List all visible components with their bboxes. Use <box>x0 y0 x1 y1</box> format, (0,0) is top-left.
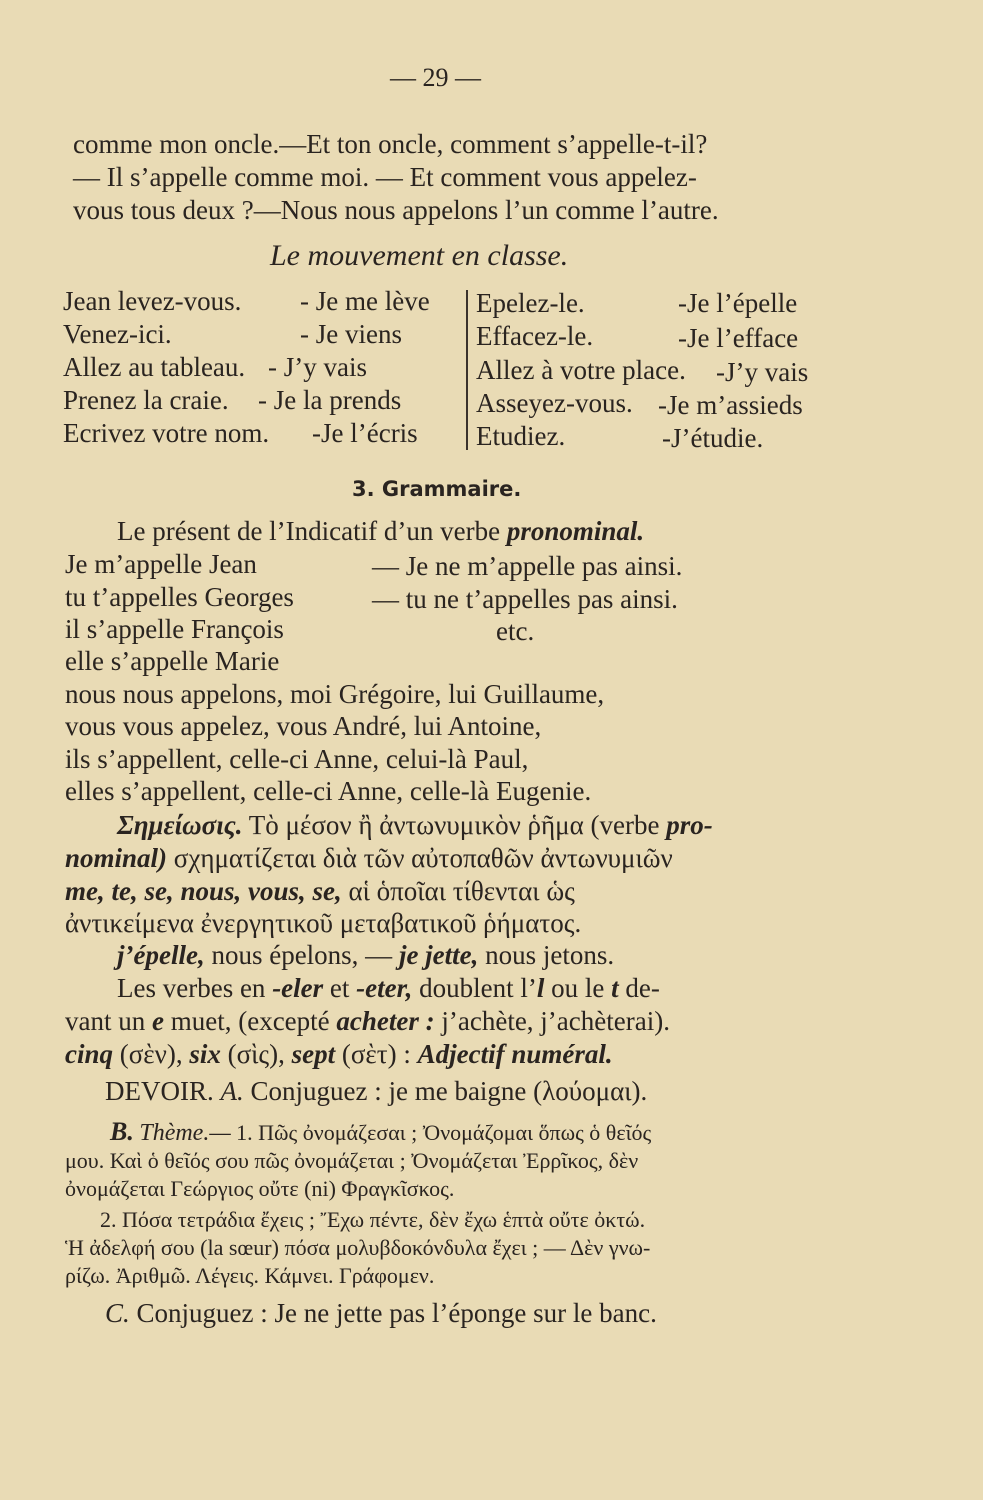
plural-line-2: vous vous appelez, vous André, lui Antoine, <box>65 711 542 741</box>
letter-e: e <box>152 1006 164 1036</box>
right-resp-3: -J’y vais <box>716 357 809 387</box>
devoir-c-line <box>105 1297 657 1329</box>
left-cmd-3: Allez au tableau. <box>63 352 246 382</box>
num-cinq: cinq <box>65 1039 114 1069</box>
theme-line-3: ὀνομάζεται Γεώργιος οὔτε (ni) Φραγκῖσκος. <box>65 1176 455 1201</box>
column-divider <box>466 290 468 450</box>
theme-line-4: 2. Πόσα τετράδια ἔχεις ; Ἔχω πέντε, δὲν ἔχω ἑπτὰ οὔτε ὀκτώ. <box>100 1207 646 1232</box>
grammar-rule-text: Le présent de l’Indicatif d’un verbe <box>117 516 501 546</box>
theme-line-5: Ἡ ἀδελφή σου (la sœur) πόσα μολυβδοκόνδυλα ἔχει ; — Δὲν γνω- <box>65 1235 651 1260</box>
left-resp-5: -Je l’écris <box>312 418 418 448</box>
right-cmd-3: Allez à votre place. <box>476 355 686 385</box>
note-text-1: Τὸ μέσον ἢ ἀντωνυμικὸν ῥῆμα (verbe <box>248 810 660 840</box>
note-line-3 <box>65 875 575 907</box>
example-epelons: nous épelons, — <box>211 940 393 970</box>
conj-left-1: Je m’appelle Jean <box>65 549 257 579</box>
right-resp-2: -Je l’efface <box>678 323 799 353</box>
theme-letter: B. <box>110 1117 134 1146</box>
theme-line-2: μου. Καὶ ὁ θεῖός σου πῶς ὀνομάζεται ; Ὀνομάζεται Ἐρρῖκος, δὲν <box>65 1148 639 1173</box>
intro-line-3: vous tous deux ?—Nous nous appelons l’un comme l’autre. <box>73 195 719 225</box>
devoir-c-letter: C. <box>105 1298 130 1328</box>
note-text-2: σχηματίζεται διὰ τῶν αὐτοπαθῶν ἀντωνυμιῶν <box>173 843 673 873</box>
section-title: Le mouvement en classe. <box>270 239 569 272</box>
letter-l: l <box>536 973 545 1003</box>
verbs-text-2c: muet, (excepté <box>170 1006 330 1036</box>
verbs-line-1 <box>117 972 660 1004</box>
numerals-line <box>65 1038 613 1070</box>
intro-line-2: — Il s’appelle comme moi. — Et comment vous appelez- <box>73 162 697 192</box>
right-resp-1: -Je l’épelle <box>678 288 798 318</box>
num-six-pron: (σὶς), <box>227 1039 285 1069</box>
left-cmd-1: Jean levez-vous. <box>63 286 242 316</box>
verbs-eler: -eler <box>272 973 324 1003</box>
grammar-rule-term: pronominal. <box>506 516 645 546</box>
right-resp-4: -Je m’assieds <box>658 390 803 420</box>
left-resp-2: - Je viens <box>300 319 402 349</box>
adjectif-numeral: Adjectif numéral. <box>417 1039 613 1069</box>
grammar-heading: 3. Grammaire. <box>352 477 522 501</box>
conj-left-4: elle s’appelle Marie <box>65 646 280 676</box>
pronoun-list: me, te, se, nous, vous, se, <box>65 876 342 906</box>
conj-left-3: il s’appelle François <box>65 614 284 644</box>
plural-line-3: ils s’appellent, celle-ci Anne, celui-là Paul, <box>65 744 529 774</box>
note-label: Σημείωσις. <box>117 810 243 840</box>
devoir-label: DEVOIR. <box>105 1076 214 1106</box>
left-resp-3: - J’y vais <box>268 352 367 382</box>
theme-line-6: ρίζω. Ἀριθμῶ. Λέγεις. Κάμνει. Γράφομεν. <box>65 1263 435 1288</box>
verbs-line-2 <box>65 1005 670 1037</box>
left-resp-4: - Je la prends <box>258 385 402 415</box>
note-line-4: ἀντικείμενα ἐνεργητικοῦ μεταβατικοῦ ῥήματος. <box>65 908 582 938</box>
example-jette: je jette, <box>398 940 479 970</box>
right-cmd-1: Epelez-le. <box>476 288 585 318</box>
verbs-text-2e: j’achète, j’achèterai). <box>441 1006 670 1036</box>
note-text-3: αἱ ὁποῖαι τίθενται ὡς <box>348 876 575 906</box>
verbs-eter: -eter, <box>356 973 413 1003</box>
left-cmd-5: Ecrivez votre nom. <box>63 418 270 448</box>
devoir-a-text: Conjuguez : je me baigne (λούομαι). <box>250 1076 648 1106</box>
num-sept: sept <box>291 1039 336 1069</box>
verbs-acheter: acheter : <box>336 1006 435 1036</box>
devoir-a-letter: A. <box>220 1076 244 1106</box>
theme-text-1: 1. Πῶς ὀνομάζεσαι ; Ὀνομάζομαι ὅπως ὁ θεῖός <box>236 1120 652 1145</box>
note-term-2: nominal) <box>65 843 168 873</box>
example-epelle: j’épelle, <box>117 940 205 970</box>
left-resp-1: - Je me lève <box>300 286 430 316</box>
verbs-text-c: et <box>329 973 350 1003</box>
num-six: six <box>189 1039 221 1069</box>
conj-left-2: tu t’appelles Georges <box>65 582 294 612</box>
num-cinq-pron: (σὲν), <box>119 1039 183 1069</box>
verbs-text-a: Les verbes en <box>117 973 266 1003</box>
verbs-text-i: de- <box>625 973 660 1003</box>
num-sept-pron: (σὲτ) : <box>341 1039 411 1069</box>
conj-right-1: — Je ne m’appelle pas ainsi. <box>372 551 683 581</box>
theme-line-1 <box>110 1118 651 1147</box>
example-line <box>117 939 614 971</box>
devoir-a-line <box>105 1075 647 1107</box>
devoir-c-text: Conjuguez : Je ne jette pas l’éponge sur le banc. <box>136 1298 657 1328</box>
verbs-text-g: ou le <box>551 973 605 1003</box>
letter-t: t <box>611 973 619 1003</box>
note-line-2 <box>65 842 673 874</box>
right-cmd-2: Effacez-le. <box>476 321 594 351</box>
plural-line-1: nous nous appelons, moi Grégoire, lui Guillaume, <box>65 679 605 709</box>
example-jetons: nous jetons. <box>485 940 615 970</box>
note-line-1 <box>117 809 713 841</box>
grammar-rule <box>117 515 644 547</box>
left-cmd-4: Prenez la craie. <box>63 385 229 415</box>
conj-right-3: etc. <box>496 616 535 646</box>
verbs-text-2a: vant un <box>65 1006 146 1036</box>
right-cmd-4: Asseyez-vous. <box>476 388 633 418</box>
right-resp-5: -J’étudie. <box>662 423 764 453</box>
theme-label: Thème.— <box>139 1120 231 1146</box>
conj-right-2: — tu ne t’appelles pas ainsi. <box>372 584 678 614</box>
intro-line-1: comme mon oncle.—Et ton oncle, comment s’appelle-t-il? <box>73 129 708 159</box>
page-number: — 29 — <box>390 63 481 92</box>
note-term-1: pro- <box>666 810 713 840</box>
plural-line-4: elles s’appellent, celle-ci Anne, celle-là Eugenie. <box>65 776 592 806</box>
verbs-text-e: doublent l’ <box>419 973 537 1003</box>
right-cmd-5: Etudiez. <box>476 421 566 451</box>
left-cmd-2: Venez-ici. <box>63 319 172 349</box>
